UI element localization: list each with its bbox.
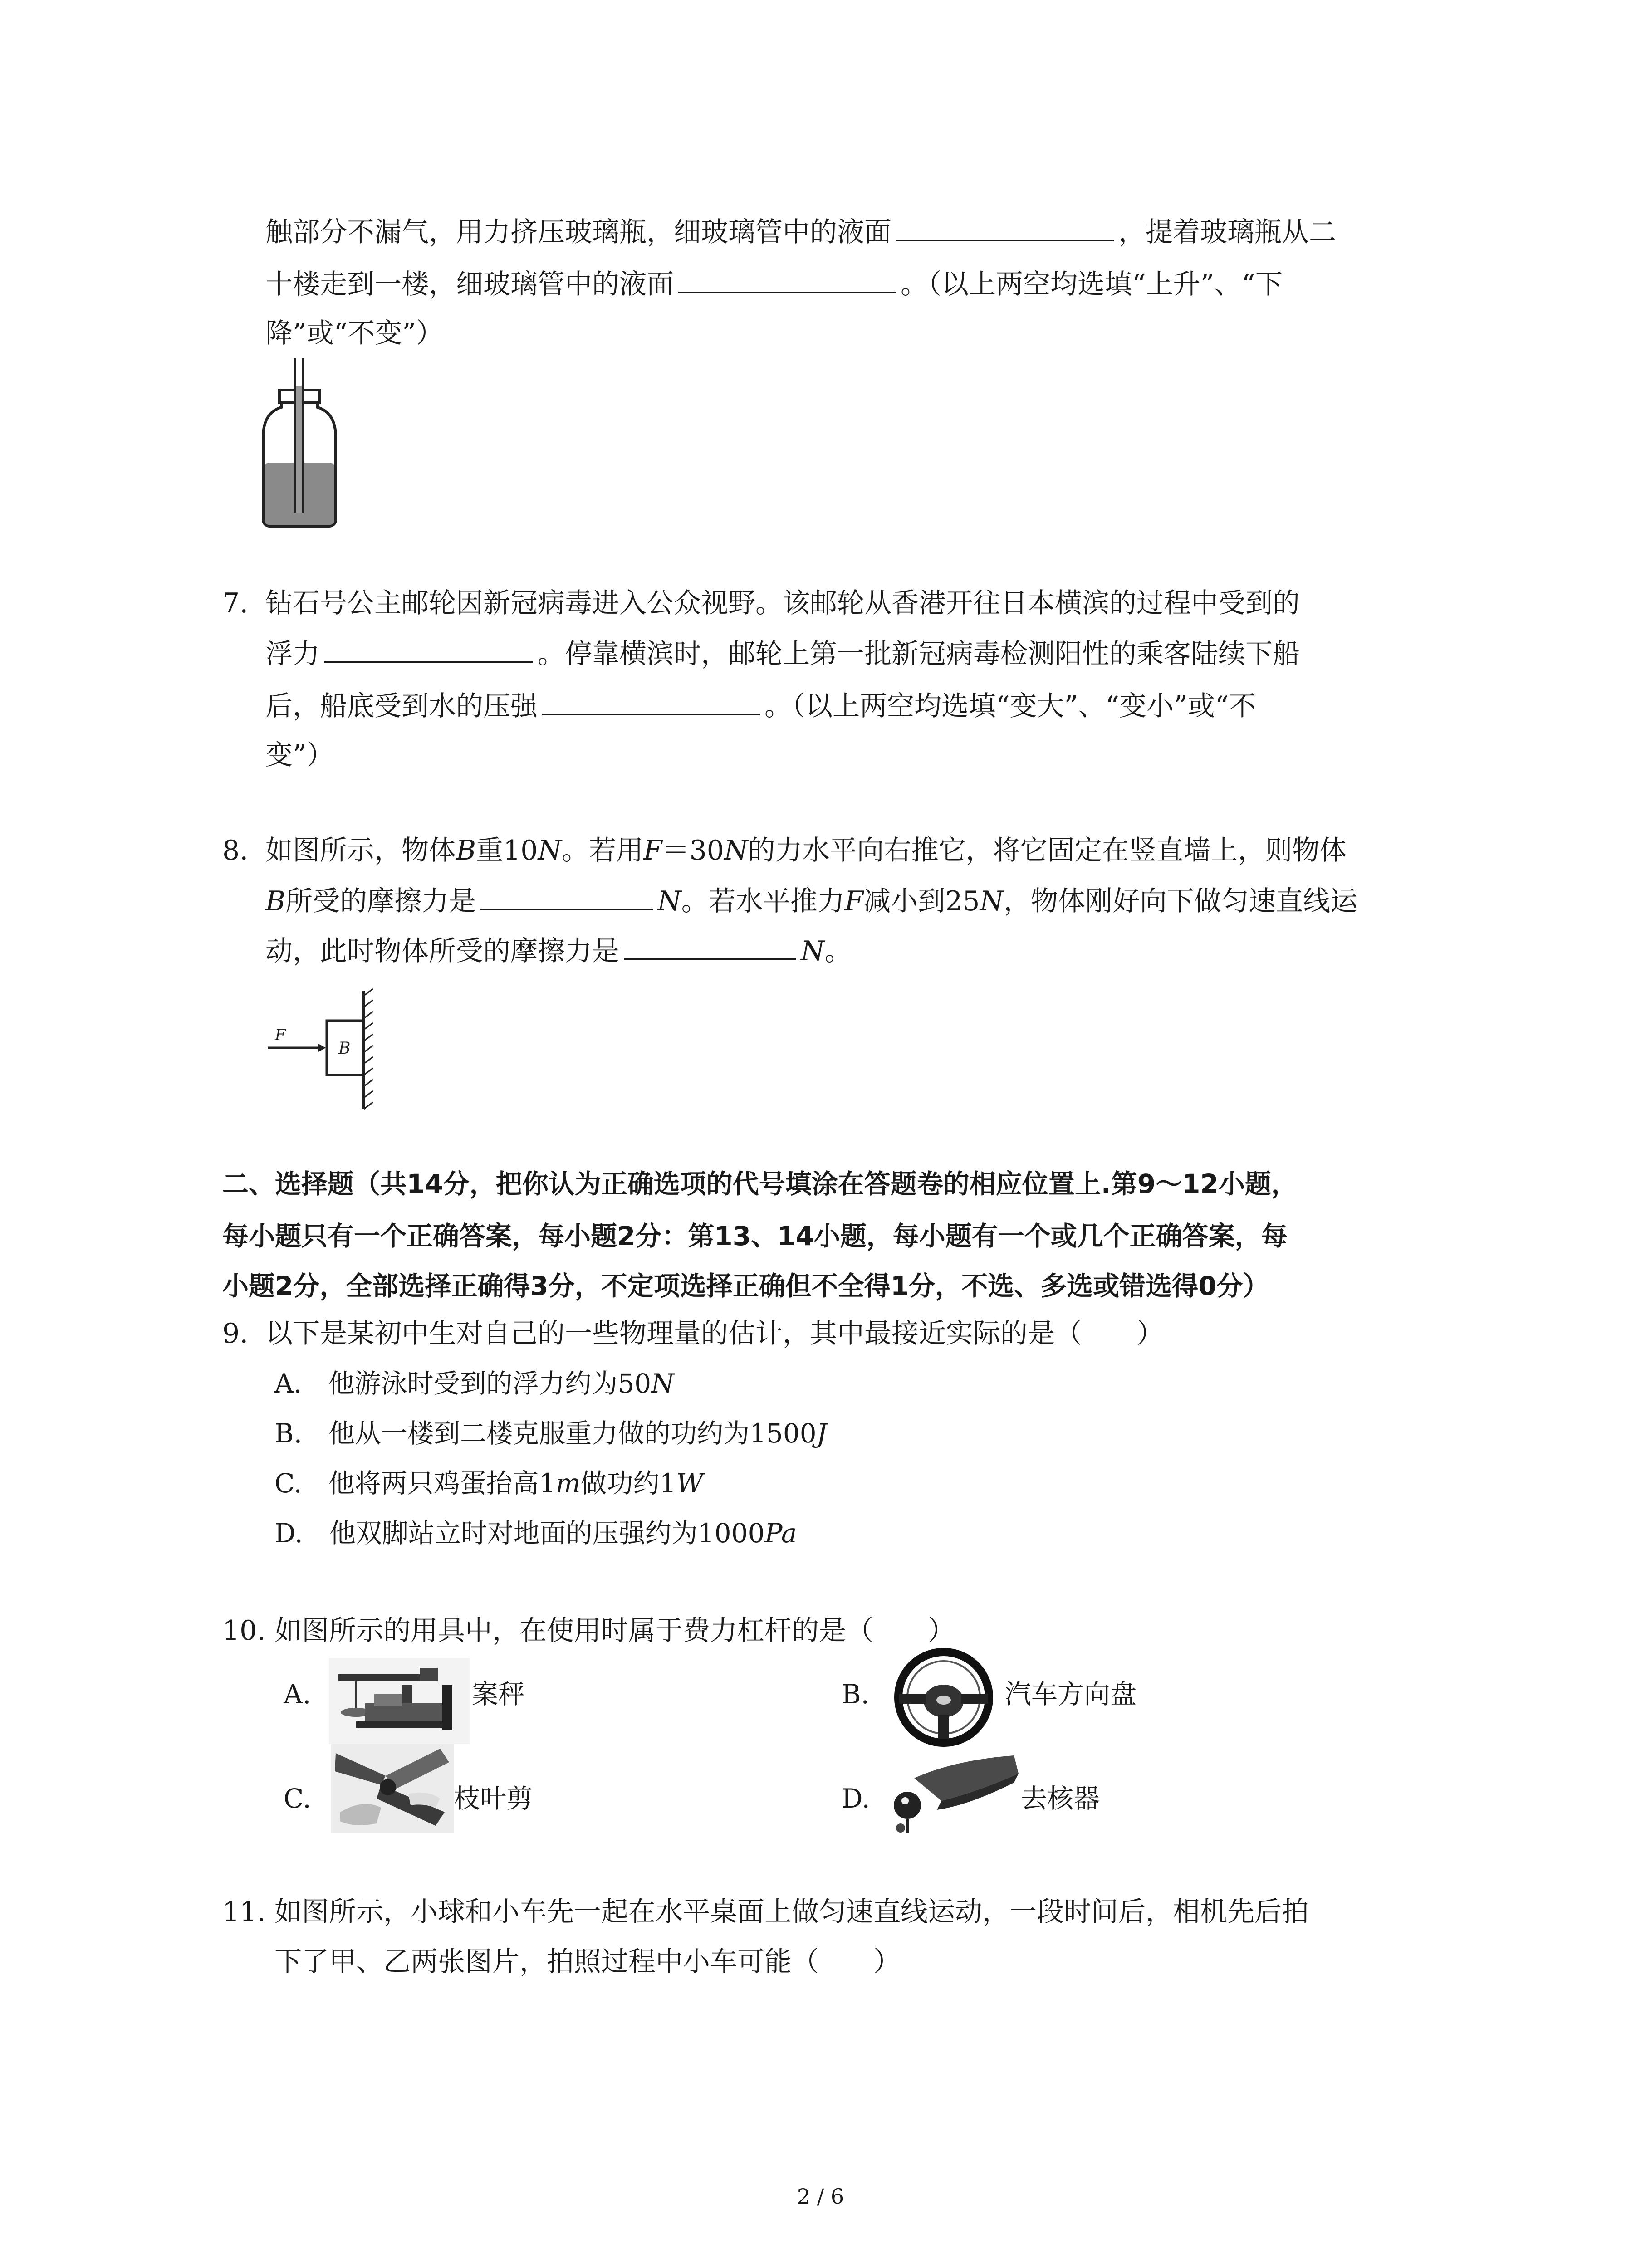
q11-line-2: 下了甲、乙两张图片，拍照过程中小车可能（ ）: [274, 1946, 901, 1978]
q10-option-d-label: 去核器: [1021, 1783, 1100, 1814]
bottle-with-tube-figure: [254, 358, 345, 531]
q9-stem: 9. 以下是某初中生对自己的一些物理量的估计，其中最接近实际的是（ ）: [222, 1318, 1164, 1349]
q10-option-b[interactable]: B.: [842, 1679, 870, 1710]
answer-blank[interactable]: [324, 635, 533, 663]
section2-heading-line-3: 小题2分，全部选择正确得3分，不定项选择正确但不全得1分，不选、多选或错选得0分）: [222, 1271, 1269, 1301]
force-label: F: [275, 1026, 286, 1044]
block-against-wall-figure: [263, 987, 381, 1114]
pruning-shears-image: [331, 1744, 454, 1833]
section2-heading-line-2: 每小题只有一个正确答案，每小题2分：第13、14小题，每小题有一个或几个正确答案，每: [222, 1221, 1288, 1251]
section2-heading-line-1: 二、选择题（共14分，把你认为正确选项的代号填涂在答题卷的相应位置上.第9～12小题，: [222, 1168, 1298, 1199]
answer-blank[interactable]: [480, 882, 653, 910]
q10-stem: 10. 如图所示的用具中，在使用时属于费力杠杆的是（ ）: [222, 1615, 955, 1647]
q9-option-a[interactable]: A. 他游泳时受到的浮力约为50N: [274, 1368, 674, 1399]
q6-line-2: 十楼走到一楼，细玻璃管中的液面 。（以上两空均选填“上升”、“下: [265, 265, 1283, 303]
block-label: B: [338, 1039, 351, 1058]
q7-line-3: 后，船底受到水的压强 。（以上两空均选填“变大”、“变小”或“不: [265, 687, 1256, 724]
q11-line-1: 11. 如图所示，小球和小车先一起在水平桌面上做匀速直线运动，一段时间后，相机先后拍: [222, 1896, 1309, 1928]
q10-option-c-label: 枝叶剪: [454, 1783, 533, 1814]
answer-blank[interactable]: [896, 213, 1114, 241]
q8-line-3: 动，此时物体所受的摩擦力是 N。: [265, 932, 852, 969]
page-number: 2 / 6: [797, 2184, 844, 2209]
q9-option-b[interactable]: B. 他从一楼到二楼克服重力做的功约为1500J: [274, 1418, 827, 1449]
q8-line-1: 8. 如图所示，物体B重10N。若用F＝30N的力水平向右推它，将它固定在竖直墙上，则物体: [222, 835, 1347, 866]
q10-option-a[interactable]: A.: [284, 1679, 311, 1710]
q6-line-3: 降”或“不变”）: [265, 318, 444, 349]
q10-option-d[interactable]: D.: [842, 1783, 870, 1814]
q6-line-1: 触部分不漏气，用力挤压玻璃瓶，细玻璃管中的液面 ，提着玻璃瓶从二: [265, 213, 1336, 250]
q9-option-c[interactable]: C. 他将两只鸡蛋抬高1m做功约1W: [274, 1468, 704, 1499]
q10-option-a-label: 案秤: [472, 1679, 525, 1710]
q7-line-1: 7. 钻石号公主邮轮因新冠病毒进入公众视野。该邮轮从香港开往日本横滨的过程中受到的: [222, 587, 1300, 619]
q7-line-2: 浮力 。停靠横滨时，邮轮上第一批新冠病毒检测阳性的乘客陆续下船: [265, 635, 1300, 672]
steering-wheel-image: [889, 1647, 998, 1749]
corer-tool-image: [887, 1751, 1023, 1837]
answer-blank[interactable]: [624, 932, 796, 960]
answer-blank[interactable]: [542, 687, 760, 715]
q10-option-c[interactable]: C.: [284, 1783, 311, 1814]
answer-blank[interactable]: [678, 265, 896, 293]
q7-line-4: 变”）: [265, 739, 334, 771]
platform-scale-image: [329, 1658, 470, 1744]
q9-option-d[interactable]: D. 他双脚站立时对地面的压强约为1000Pa: [274, 1518, 797, 1549]
q10-option-b-label: 汽车方向盘: [1005, 1679, 1137, 1710]
q8-line-2: B所受的摩擦力是 N。若水平推力F减小到25N，物体刚好向下做匀速直线运: [265, 882, 1357, 919]
